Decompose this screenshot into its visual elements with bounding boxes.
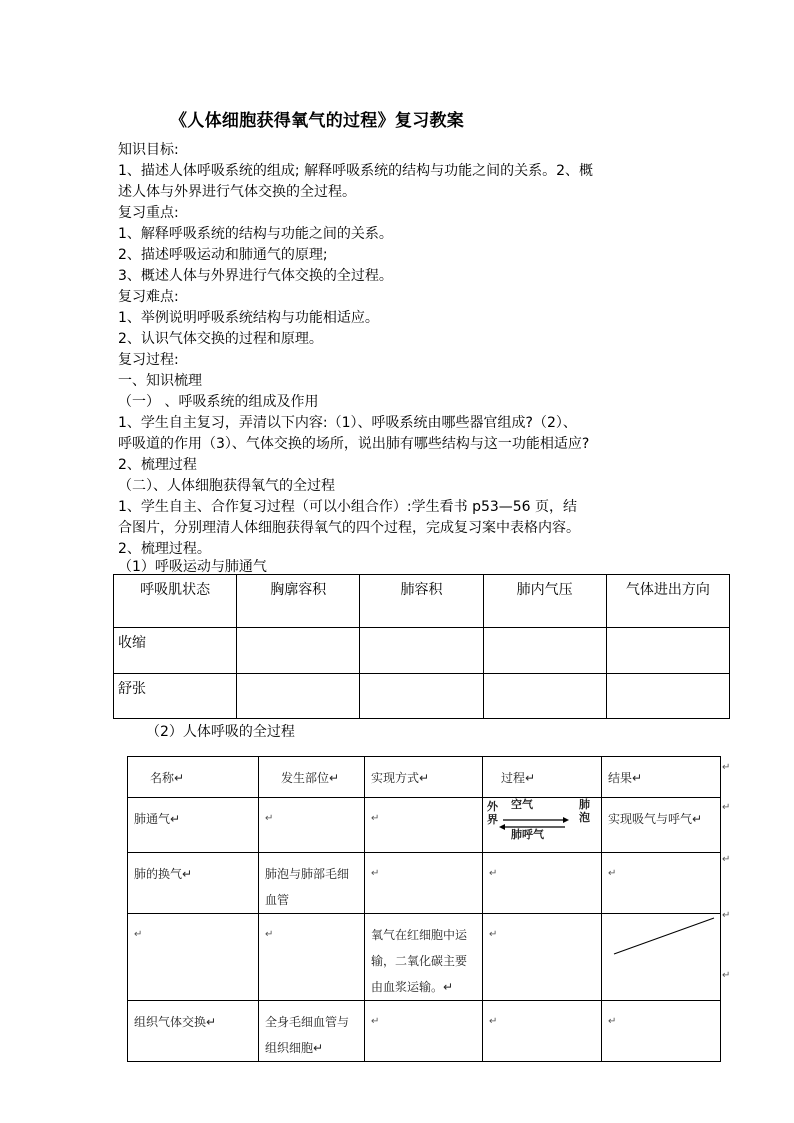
table-cell: 组织气体交换↵: [128, 1001, 259, 1062]
text-line: 呼吸道的作用（3）、气体交换的场所，说出肺有哪些结构与这一功能相适应?: [118, 436, 590, 452]
text-line: （二）、人体细胞获得氧气的全过程: [118, 478, 335, 494]
table-cell: ↵: [365, 853, 483, 914]
outside-label: 外界: [487, 800, 498, 826]
table-cell: 全身毛细血管与组织细胞↵: [259, 1001, 365, 1062]
text-line: 复习重点:: [118, 205, 179, 221]
text-line: 2、描述呼吸运动和肺通气的原理;: [118, 247, 328, 263]
text-line: （1）呼吸运动与肺通气: [118, 559, 267, 575]
table-cell: [237, 628, 360, 674]
table-cell: ↵: [259, 798, 365, 853]
text-line: （一） 、呼吸系统的组成及作用: [118, 394, 319, 410]
table-cell: 氧气在红细胞中运输，二氧化碳主要由血浆运输。↵: [365, 914, 483, 1001]
text-line: 复习过程:: [118, 352, 179, 368]
table-cell: ↵: [602, 853, 721, 914]
table-cell: 肺的换气↵: [128, 853, 259, 914]
table-header-cell: 实现方式↵: [365, 757, 483, 798]
table-header-cell: 结果↵: [602, 757, 721, 798]
table-cell: 舒张: [114, 674, 237, 719]
table-cell: 肺泡与肺部毛细血管: [259, 853, 365, 914]
table-cell: [483, 628, 606, 674]
table-cell: ↵: [483, 1001, 602, 1062]
air-label: 空气: [511, 798, 533, 811]
text-line: 1、学生自主复习，弄清以下内容:（1）、呼吸系统由哪些器官组成?（2）、: [118, 415, 577, 431]
table-cell: [483, 674, 606, 719]
table-header-cell: 过程↵: [483, 757, 602, 798]
table-cell: [237, 674, 360, 719]
table-header-row: [114, 575, 730, 628]
table-row: [128, 853, 721, 914]
paragraph-mark: ↵: [722, 854, 731, 865]
table-cell: 收缩: [114, 628, 237, 674]
alveoli-label: 肺泡: [579, 798, 590, 824]
diagonal-line-icon: [602, 914, 720, 964]
table-header-cell: 气体进出方向: [606, 575, 729, 628]
table-cell: ↵: [128, 914, 259, 1001]
breathing-process-table: [127, 756, 721, 1062]
table-cell: ↵: [259, 914, 365, 1001]
process-diagram-cell: [483, 798, 602, 853]
text-line: 1、学生自主、合作复习过程（可以小组合作）:学生看书 p53—56 页，结: [118, 499, 578, 515]
table-header-cell: 呼吸肌状态: [114, 575, 237, 628]
table-cell: ↵: [483, 914, 602, 1001]
text-line: 一、知识梳理: [118, 373, 202, 389]
text-line: 1、举例说明呼吸系统结构与功能相适应。: [118, 310, 379, 326]
table-cell: 实现吸气与呼气↵: [602, 798, 721, 853]
table-cell: [606, 674, 729, 719]
diagonal-cell: [602, 914, 721, 1001]
table-cell: 肺通气↵: [128, 798, 259, 853]
table-cell: ↵: [483, 853, 602, 914]
text-line: 知识目标:: [118, 142, 179, 158]
paragraph-mark: ↵: [722, 802, 731, 813]
table-row: [128, 798, 721, 853]
text-line: 1、描述人体呼吸系统的组成; 解释呼吸系统的结构与功能之间的关系。2、概: [118, 163, 593, 179]
table-row: [128, 914, 721, 1001]
table-row: [128, 1001, 721, 1062]
table-header-cell: 肺内气压: [483, 575, 606, 628]
table-cell: ↵: [365, 798, 483, 853]
table-row: [114, 628, 730, 674]
table-cell: [360, 674, 483, 719]
paragraph-mark: ↵: [722, 910, 731, 921]
table-row: [114, 674, 730, 719]
gas-flow-diagram: [487, 798, 597, 848]
table-cell: ↵: [365, 1001, 483, 1062]
paragraph-mark: ↵: [722, 970, 731, 981]
table-header-cell: 肺容积: [360, 575, 483, 628]
text-line: 合图片，分别理清人体细胞获得氧气的四个过程，完成复习案中表格内容。: [118, 520, 580, 536]
text-line: 1、解释呼吸系统的结构与功能之间的关系。: [118, 226, 393, 242]
table-header-cell: 发生部位↵: [259, 757, 365, 798]
table-cell: ↵: [602, 1001, 721, 1062]
text-line: 2、认识气体交换的过程和原理。: [118, 331, 323, 347]
table2-caption: （2）人体呼吸的全过程: [146, 724, 295, 740]
text-line: 3、概述人体与外界进行气体交换的全过程。: [118, 268, 393, 284]
text-line: 复习难点:: [118, 289, 179, 305]
paragraph-mark: ↵: [722, 762, 731, 773]
table-header-row: [128, 757, 721, 798]
table-header-cell: 名称↵: [128, 757, 259, 798]
text-line: 2、梳理过程: [118, 457, 197, 473]
exhale-label: 肺呼气: [511, 828, 544, 841]
table-cell: [606, 628, 729, 674]
text-line: 述人体与外界进行气体交换的全过程。: [118, 184, 356, 200]
respiration-table: [113, 574, 730, 719]
text-line: 2、梳理过程。: [118, 541, 211, 557]
page-title: 《人体细胞获得氧气的过程》复习教案: [170, 111, 465, 131]
table-header-cell: 胸廓容积: [237, 575, 360, 628]
table-cell: [360, 628, 483, 674]
